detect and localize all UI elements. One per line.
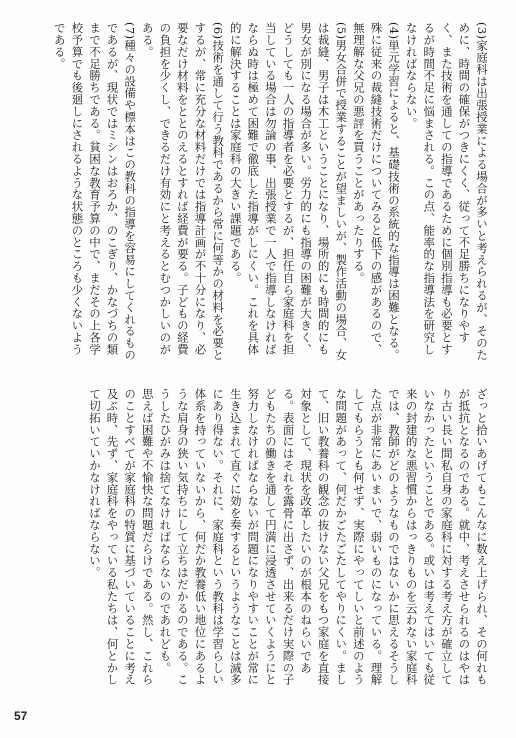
paragraph-number: (4) xyxy=(387,22,402,40)
paragraph-7 xyxy=(50,22,138,367)
paragraph-text: 技術を通して行う教科であるから常に何等かの材料を必要とするが、常に充分な材料だけでは指導計画が不十分になり、必要なだけ材料をととのえるとすれば経費が要る。子どもの経費の負担を少くし、できるだけ有効にと考えるとむつかしいのがある。 xyxy=(140,22,226,361)
page-number: 57 xyxy=(14,709,28,723)
paragraph-4 xyxy=(349,22,402,367)
paragraph-number: (5) xyxy=(334,22,349,40)
paragraph-lower-1: ざっと拾いあげてもこんなに数え上げられ、その何れもが抵抗となるのである。就中、考えさせられるのはやはり古い長い間私自身の家庭科に対する考え方が確立していなかったということである。或いは考えてはいても従来の封建的な悪習慣からはっきりものを云わない家庭科では、教師がどのようなものではないかに思えるそうした点が非常にあいまいで、弱いものになっている。理解してもらうとも何せず、実際にやってしいと前述のような問題があって、何だかごたごたしてやりにくい。まして、旧い教養科の観念の抜けない父兄をもつ家庭を直接対象として、現状を改革したいのが根本のねらいである。表面にはそれを露骨に出さず、出来るだけ実際の子どもたちの働きを通して円満に浸透させていくようにと努力しなければならないが問題になりやすいことが常に生き込まれて直ぐに効を奏するというようなことは滅多にあり得ない。それに、家庭科という教科は学習らしい体系を持っていないから、何だか教養低い地位にあるような肩身の狭い気持ちにして立ちはだかるのである。こうしたひがみは捨てなければならないのであれども。 xyxy=(158,388,489,686)
lower-text-block xyxy=(26,388,490,688)
paragraph-number: (7) xyxy=(123,22,138,40)
paragraph-5 xyxy=(226,22,349,367)
paragraph-number: (6) xyxy=(211,22,226,40)
paragraph-text: 単元学習によると、基礎技術の系統的な指導は困難となる。殊に従来の裁縫技術だけについてみると低下の感があるので、無理解な父兄の悪評を買うことがあったりする。 xyxy=(351,22,402,361)
paragraph-text: 種々の設備や標本はこの教科の指導を容易にしてくれるものであるが、現状ではミシンはおろか、のこぎり、かなづちの類まで不足勝ちである。貧困な教育予算の中で、まだその上各学校予算でも後廻しにされるような状態のところも少くないようである。 xyxy=(52,22,138,361)
paragraph-3 xyxy=(402,22,490,367)
paragraph-lower-2: 思えば困難や不愉快な問題だらけである。然し、これらのことすべてが家庭科の特質に基づいていることに考え及ぶ時、先ず、家庭科をやっている私たちは、何とかして切拓いていかなければならない。 xyxy=(87,388,155,686)
upper-text-block xyxy=(26,22,490,367)
paragraph-6 xyxy=(138,22,226,367)
paragraph-number: (3) xyxy=(475,22,489,40)
paragraph-text: 家庭科は出張授業による場合が多いと考えられるが、そのために、時間の確保がつきにくく、従って不足勝ちになりやすく、また技術を通しての指導であるために個別指導も必要とするが時間不足に悩まされる。この点、能率的な指導法を研究しなければならない。 xyxy=(404,22,489,361)
paragraph-text: 男女合併で授業することが望ましいが、製作活動の場合、女は裁縫、男子は木工ということになり、場所的にも時間的にも男女が別になる場合が多い。労力的にも指導の困難が大きく、どうしても一人の指導者を必要とするが、担任自ら家庭科を担当している場合は勿論の事、出張授業で一人で指導しなければならぬ時は極めて困難で徹底した指導がしにくい。これを具体的に解決することは家庭科の大きい課題である。 xyxy=(228,22,349,361)
